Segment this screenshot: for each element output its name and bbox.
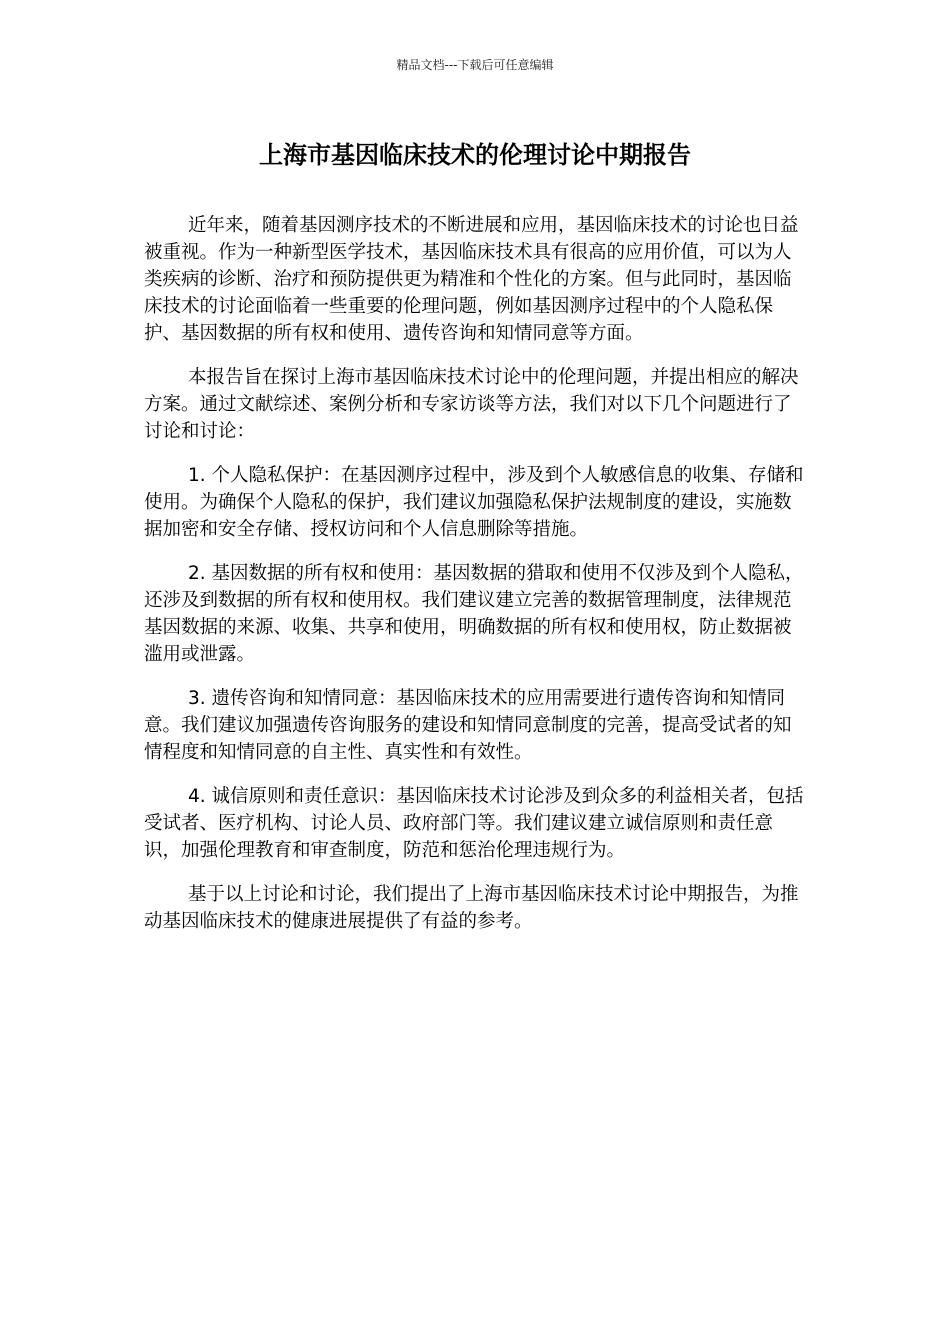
- paragraph-item-data-ownership: 2. 基因数据的所有权和使用：基因数据的猎取和使用不仅涉及到个人隐私，还涉及到数据的所有权和使用权。我们建议建立完善的数据管理制度，法律规范基因数据的来源、收集、共享和使用，明确数据的所有权和使用权，防止数据被滥用或泄露。: [144, 563, 804, 665]
- document-title: 上海市基因临床技术的伦理讨论中期报告: [259, 141, 691, 169]
- paragraph-intro: 近年来，随着基因测序技术的不断进展和应用，基因临床技术的讨论也日益被重视。作为一种新型医学技术，基因临床技术具有很高的应用价值，可以为人类疾病的诊断、治疗和预防提供更为精准和个性化的方案。但与此同时，基因临床技术的讨论面临着一些重要的伦理问题，例如基因测序过程中的个人隐私保护、基因数据的所有权和使用、遗传咨询和知情同意等方面。: [144, 215, 799, 344]
- header-note: 精品文档---下载后可任意编辑: [396, 58, 554, 72]
- paragraph-item-privacy: 1. 个人隐私保护：在基因测序过程中，涉及到个人敏感信息的收集、存储和使用。为确保个人隐私的保护，我们建议加强隐私保护法规制度的建设，实施数据加密和安全存储、授权访问和个人信息删除等措施。: [144, 465, 804, 540]
- paragraph-item-integrity: 4. 诚信原则和责任意识：基因临床技术讨论涉及到众多的利益相关者，包括受试者、医疗机构、讨论人员、政府部门等。我们建议建立诚信原则和责任意识，加强伦理教育和审查制度，防范和惩治伦理违规行为。: [144, 786, 804, 861]
- document-body: [144, 212, 808, 952]
- paragraph-conclusion: 基于以上讨论和讨论，我们提出了上海市基因临床技术讨论中期报告，为推动基因临床技术的健康进展提供了有益的参考。: [144, 884, 799, 932]
- paragraph-purpose: 本报告旨在探讨上海市基因临床技术讨论中的伦理问题，并提出相应的解决方案。通过文献综述、案例分析和专家访谈等方法，我们对以下几个问题进行了讨论和讨论：: [144, 367, 799, 442]
- paragraph-item-genetic-counseling: 3. 遗传咨询和知情同意：基因临床技术的应用需要进行遗传咨询和知情同意。我们建议加强遗传咨询服务的建设和知情同意制度的完善，提高受试者的知情程度和知情同意的自主性、真实性和有效性。: [144, 688, 792, 763]
